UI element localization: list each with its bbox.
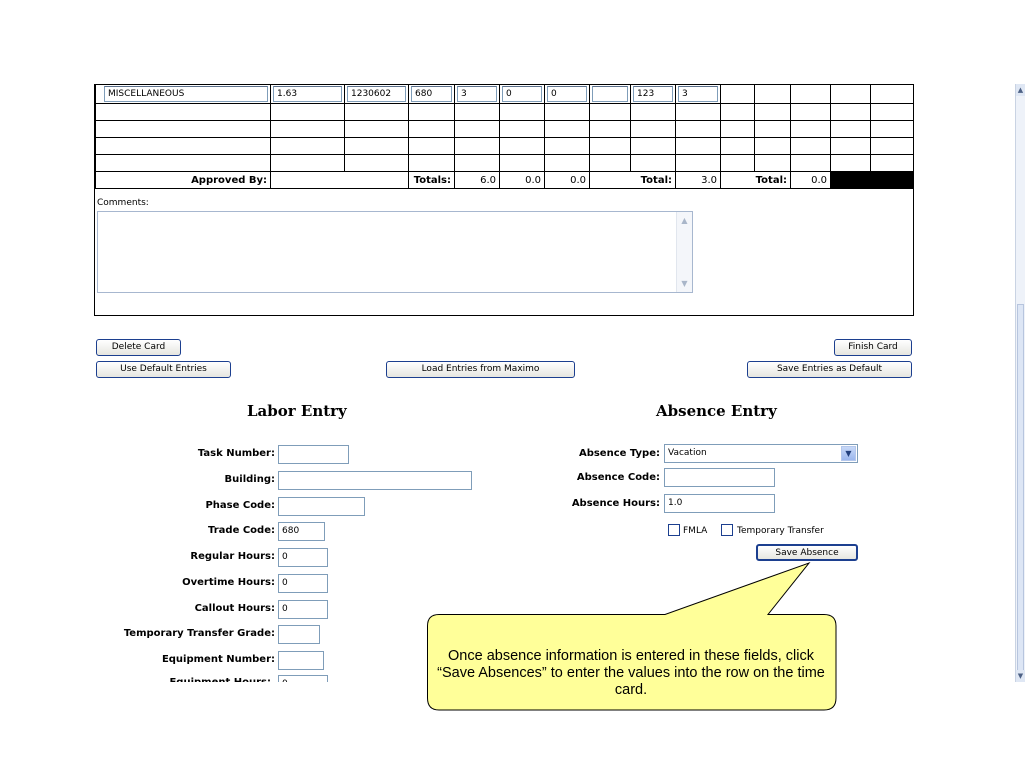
delete-card-button[interactable]: Delete Card <box>96 339 181 356</box>
blank-black-cell <box>831 172 914 189</box>
row-input[interactable]: 1230602 <box>347 86 406 102</box>
regular-hours-label: Regular Hours: <box>190 551 275 562</box>
comments-textarea[interactable] <box>97 211 693 293</box>
scroll-up-arrow-icon[interactable]: ▲ <box>1017 86 1024 94</box>
overtime-hours-input[interactable]: 0 <box>278 574 328 593</box>
total-value: 0.0 <box>500 172 545 189</box>
building-label: Building: <box>224 474 275 485</box>
building-input[interactable] <box>278 471 472 490</box>
task-number-input[interactable] <box>278 445 349 464</box>
save-entries-default-button[interactable]: Save Entries as Default <box>747 361 912 378</box>
table-row <box>96 104 914 121</box>
row-input[interactable]: 0 <box>502 86 542 102</box>
scrollbar-thumb[interactable] <box>1017 304 1024 674</box>
comments-label: Comments: <box>97 198 149 208</box>
absence-code-label: Absence Code: <box>576 472 660 483</box>
use-default-entries-button[interactable]: Use Default Entries <box>96 361 231 378</box>
absence-hours-label: Absence Hours: <box>571 498 660 509</box>
row-input[interactable]: 680 <box>411 86 452 102</box>
temporary-transfer-grade-input[interactable] <box>278 625 320 644</box>
temporary-transfer-checkbox[interactable] <box>721 524 733 536</box>
row-input[interactable] <box>592 86 628 102</box>
table-row <box>96 138 914 155</box>
equipment-number-input[interactable] <box>278 651 324 670</box>
table-row <box>96 155 914 172</box>
table-row <box>96 85 914 104</box>
row-input[interactable]: 3 <box>678 86 718 102</box>
row-input[interactable]: 0 <box>547 86 587 102</box>
equipment-number-label: Equipment Number: <box>161 654 275 665</box>
trade-code-input[interactable]: 680 <box>278 522 325 541</box>
absence-entry-title: Absence Entry <box>656 402 777 420</box>
fmla-checkbox[interactable] <box>668 524 680 536</box>
chevron-down-icon[interactable]: ▼ <box>841 446 856 461</box>
scroll-up-arrow-icon[interactable]: ▲ <box>681 216 688 225</box>
page-scrollbar[interactable] <box>1015 84 1025 682</box>
total-label: Total: <box>590 172 676 189</box>
labor-entry-title: Labor Entry <box>247 402 347 420</box>
total-value: 6.0 <box>455 172 500 189</box>
phase-code-label: Phase Code: <box>205 500 275 511</box>
overtime-hours-label: Overtime Hours: <box>182 577 275 588</box>
comments-scrollbar[interactable] <box>676 212 692 292</box>
trade-code-label: Trade Code: <box>208 525 275 536</box>
fmla-label: FMLA <box>683 526 708 536</box>
load-entries-button[interactable]: Load Entries from Maximo <box>386 361 575 378</box>
absence-type-label: Absence Type: <box>578 448 660 459</box>
approved-by-label: Approved By: <box>96 172 271 189</box>
regular-hours-input[interactable]: 0 <box>278 548 328 567</box>
totals-label: Totals: <box>409 172 455 189</box>
row-input[interactable]: 3 <box>457 86 497 102</box>
callout-text: Once absence information is entered in these fields, click “Save Absences” to enter the values into the row on the time card. <box>437 648 825 698</box>
callout-hours-input[interactable]: 0 <box>278 600 328 619</box>
time-card <box>94 84 914 316</box>
total-value: 0.0 <box>791 172 831 189</box>
task-number-label: Task Number: <box>197 448 275 459</box>
absence-code-input[interactable] <box>664 468 775 487</box>
total-value: 0.0 <box>545 172 590 189</box>
category-cell-input[interactable]: MISCELLANEOUS <box>104 86 268 102</box>
save-absence-button[interactable]: Save Absence <box>756 544 858 561</box>
row-input[interactable]: 123 <box>633 86 673 102</box>
temporary-transfer-grade-label: Temporary Transfer Grade: <box>123 628 275 639</box>
total-label: Total: <box>721 172 791 189</box>
absence-hours-input[interactable]: 1.0 <box>664 494 775 513</box>
table-row <box>96 121 914 138</box>
finish-card-button[interactable]: Finish Card <box>834 339 912 356</box>
scroll-down-arrow-icon[interactable]: ▼ <box>681 279 688 288</box>
row-input[interactable]: 1.63 <box>273 86 342 102</box>
callout-hours-label: Callout Hours: <box>194 603 275 614</box>
absence-type-select[interactable] <box>664 444 858 463</box>
phase-code-input[interactable] <box>278 497 365 516</box>
absence-type-value: Vacation <box>668 448 707 458</box>
scroll-down-arrow-icon[interactable]: ▼ <box>1017 672 1024 680</box>
total-value: 3.0 <box>676 172 721 189</box>
totals-row <box>96 172 914 189</box>
approved-by-value <box>271 172 409 189</box>
temporary-transfer-label: Temporary Transfer <box>737 526 824 536</box>
time-card-table <box>95 84 914 189</box>
